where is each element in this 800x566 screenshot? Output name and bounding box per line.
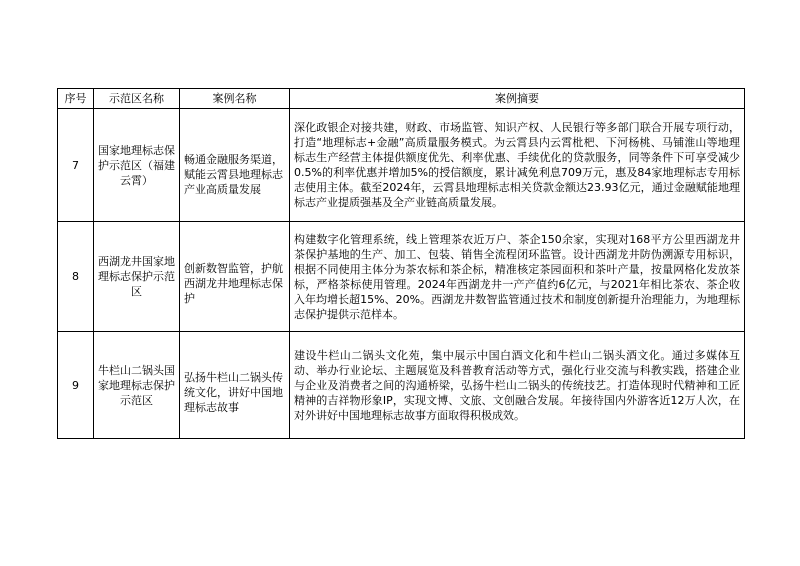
header-zone: 示范区名称	[94, 89, 180, 109]
case-title: 畅通金融服务渠道，赋能云霄县地理标志产业高质量发展	[180, 109, 290, 222]
table-row	[58, 332, 745, 439]
zone-name: 西湖龙井国家地理标志保护示范区	[94, 222, 180, 332]
case-summary: 建设牛栏山二锅头文化苑，集中展示中国白酒文化和牛栏山二锅头酒文化。通过多媒体互动、举办行业论坛、主题展览及科普教育活动等方式，强化行业交流与科教实践，搭建企业与企业及消费者之间的沟通桥梁，弘扬牛栏山二锅头的传统技艺。打造体现时代精神和工匠精神的吉祥物形象IP，实现文博、文旅、文创融合发展。年接待国内外游客近12万人次，在对外讲好中国地理标志故事方面取得积极成效。	[290, 332, 745, 439]
header-summary: 案例摘要	[290, 89, 745, 109]
zone-name: 牛栏山二锅头国家地理标志保护示范区	[94, 332, 180, 439]
table-row	[58, 109, 745, 222]
table-row	[58, 222, 745, 332]
case-title: 创新数智监管，护航西湖龙井地理标志保护	[180, 222, 290, 332]
zone-name: 国家地理标志保护示范区（福建云霄）	[94, 109, 180, 222]
case-summary: 深化政银企对接共建，财政、市场监管、知识产权、人民银行等多部门联合开展专项行动，打造“地理标志+金融”高质量服务模式。为云霄县内云霄枇杷、下河杨桃、马铺淮山等地理标志生产经营主体提供额度优先、利率优惠、手续优化的贷款服务，同等条件下可享受减少0.5%的利率优惠并增加5%的授信额度，累计减免利息709万元，惠及84家地理标志专用标志使用主体。截至2024年，云霄县地理标志相关贷款金额达23.93亿元，通过金融赋能地理标志产业提质强基及全产业链高质量发展。	[290, 109, 745, 222]
header-no: 序号	[58, 89, 94, 109]
case-summary: 构建数字化管理系统，线上管理茶农近万户、茶企150余家，实现对168平方公里西湖龙井茶保护基地的生产、加工、包装、销售全流程闭环监管。设计西湖龙井防伪溯源专用标识，根据不同使用主体分为茶农标和茶企标，精准核定茶园面积和茶叶产量，按量网格化发放茶标，严格茶标使用管理。2024年西湖龙井一产产值约6亿元，与2021年相比茶农、茶企收入年均增长超15%、20%。西湖龙井数智监管通过技术和制度创新提升治理能力，为地理标志保护提供示范样本。	[290, 222, 745, 332]
row-number: 9	[58, 332, 94, 439]
row-number: 8	[58, 222, 94, 332]
table-header-row	[58, 89, 745, 109]
row-number: 7	[58, 109, 94, 222]
header-title: 案例名称	[180, 89, 290, 109]
case-title: 弘扬牛栏山二锅头传统文化，讲好中国地理标志故事	[180, 332, 290, 439]
case-table	[57, 88, 745, 439]
